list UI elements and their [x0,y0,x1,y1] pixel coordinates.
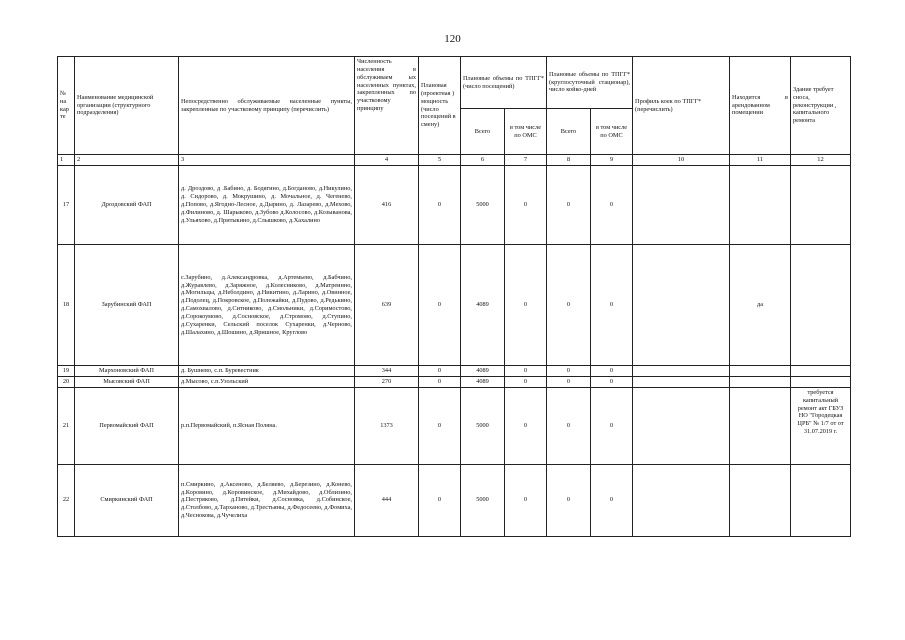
organization-name: Зарубинский ФАП [75,245,179,366]
population-value: 1373 [355,387,419,464]
building-status-value [791,245,851,366]
organization-name: Смиркинский ФАП [75,464,179,536]
header-days-oms: в том числе по ОМС [591,109,633,155]
organization-name: Мархоновский ФАП [75,366,179,377]
bed-days-oms-value: 0 [591,464,633,536]
capacity-value: 0 [419,376,461,387]
row-number: 22 [58,464,75,536]
bed-days-oms-value: 0 [591,387,633,464]
col-number: 4 [355,155,419,166]
building-status-value: требуется капитальный ремонт акт ГБУЗ НО "Городецкая ЦРБ" № 1/7 от от 31.07.2019 г. [791,387,851,464]
capacity-value: 0 [419,387,461,464]
col-number: 10 [633,155,730,166]
bed-days-total-value: 0 [547,245,591,366]
capacity-value: 0 [419,464,461,536]
settlements-list: д. Бушнево, с.п. Буревестник [179,366,355,377]
population-value: 444 [355,464,419,536]
header-visits-total: Всего [461,109,505,155]
visits-total-value: 4089 [461,366,505,377]
visits-oms-value: 0 [505,245,547,366]
header-tpgg-visits: Плановые объемы по ТПГГ* (число посещений) [461,57,547,109]
bed-profile-value [633,166,730,245]
organization-name: Мысовский ФАП [75,376,179,387]
bed-days-oms-value: 0 [591,366,633,377]
column-number-row [58,155,851,166]
header-rented: Находится в арендованном помещении [730,57,791,155]
visits-total-value: 5000 [461,464,505,536]
header-building: Здание требует сноса, реконструкции , капитального ремонта [791,57,851,155]
building-status-value [791,366,851,377]
header-days-total: Всего [547,109,591,155]
settlements-list: п.Смиркино, д.Аксеново, д.Беляево, д.Березино, д.Конево, д.Коровино, д.Коровинское, д.Михайдово, д.Облизино, д.Пестряково, д.Пятейки, д.Сосновка, д.Собинское, д.Столбово, д.Тарханово, д.Трестьяны, д.Федосеево, д.Фомиха, д.Чеснокова, д.Чучелиха [179,464,355,536]
capacity-value: 0 [419,166,461,245]
population-value: 416 [355,166,419,245]
header-tpgg-days: Плановые объемы по ТПГГ* (круглосуточный стационар), число койко-дней [547,57,633,109]
visits-oms-value: 0 [505,376,547,387]
rented-value: да [730,245,791,366]
facilities-table [57,56,851,537]
bed-profile-value [633,387,730,464]
building-status-value [791,464,851,536]
visits-total-value: 5000 [461,166,505,245]
col-number: 5 [419,155,461,166]
table-row [58,464,851,536]
col-number: 9 [591,155,633,166]
bed-days-total-value: 0 [547,366,591,377]
visits-total-value: 4089 [461,376,505,387]
settlements-list: д. Дроздово, д .Бабино, д. Бодягино, д.Богданово, д.Никулино, д. Сидорово, д. Мокрушино, д. Мочальное, д. Чегенево, д.Попово, д.Ягодно-Лесное, д.Дырино, д. Лазарево, д.Мехово, д.Филиново, д. Шарыково, д.Зубово д.Колосово, д.Козыванова, д.Ульяхово, д.Притыкино, д.Слышково, д.Хахалино [179,166,355,245]
visits-oms-value: 0 [505,387,547,464]
visits-oms-value: 0 [505,464,547,536]
rented-value [730,166,791,245]
population-value: 344 [355,366,419,377]
bed-profile-value [633,366,730,377]
rented-value [730,366,791,377]
col-number: 7 [505,155,547,166]
header-num: № на кар те [58,57,75,155]
row-number: 17 [58,166,75,245]
bed-days-total-value: 0 [547,376,591,387]
col-number: 11 [730,155,791,166]
bed-profile-value [633,245,730,366]
col-number: 8 [547,155,591,166]
col-number: 6 [461,155,505,166]
bed-profile-value [633,464,730,536]
visits-oms-value: 0 [505,366,547,377]
row-number: 18 [58,245,75,366]
header-population: Численность населения в обслуживаем ых населенных пунктах, закрепленных по участковому принципу [355,57,419,155]
capacity-value: 0 [419,366,461,377]
settlements-list: р.п.Первомайский, п.Ясная Поляна. [179,387,355,464]
col-number: 1 [58,155,75,166]
page-number: 120 [444,33,461,45]
header-visits-oms: в том числе по ОМС [505,109,547,155]
rented-value [730,387,791,464]
capacity-value: 0 [419,245,461,366]
table-row [58,166,851,245]
bed-days-oms-value: 0 [591,166,633,245]
building-status-value [791,166,851,245]
header-capacity: Плановая (проектная ) мощность (число посещений в смену) [419,57,461,155]
header-org: Наименование медицинской организации (структурного подразделения) [75,57,179,155]
row-number: 19 [58,366,75,377]
row-number: 21 [58,387,75,464]
rented-value [730,464,791,536]
bed-profile-value [633,376,730,387]
col-number: 3 [179,155,355,166]
bed-days-total-value: 0 [547,166,591,245]
visits-total-value: 5000 [461,387,505,464]
bed-days-oms-value: 0 [591,376,633,387]
organization-name: Первомайский ФАП [75,387,179,464]
rented-value [730,376,791,387]
bed-days-total-value: 0 [547,387,591,464]
population-value: 270 [355,376,419,387]
table-row [58,387,851,464]
population-value: 639 [355,245,419,366]
table-row [58,245,851,366]
col-number: 2 [75,155,179,166]
visits-total-value: 4089 [461,245,505,366]
settlements-list: с.Зарубино, д.Александровка, д.Артемьево, д.Бабчино, д.Журавлево, д.Заряжное, д.Колесниково, д.Матреинно, д.Могильцы, д.Неболдино, д.Никитино, д.Ларино, д.Овинное, д.Подолец, д.Покровское, д.Полежайки, д.Пудово, д.Редькино, д.Самохвалово, д.Ситниково, д.Смольники, д.Соримостово, д.Сорокоумово, д.Сосновское, д.Стромово, д.Ступино, д.Сухаренки, Сельский поселок Сухаренки, д.Черново, д.Шалахино, д.Шошино, д.Яришное, Круглово [179,245,355,366]
header-points: Непосредственно обслуживаемые населенные пункты, закрепленные по участковому принципу (перечислить) [179,57,355,155]
organization-name: Дроздовский ФАП [75,166,179,245]
settlements-list: д.Мысово, с.п.Узольский [179,376,355,387]
bed-days-total-value: 0 [547,464,591,536]
bed-days-oms-value: 0 [591,245,633,366]
table-row [58,376,851,387]
building-status-value [791,376,851,387]
table-row [58,366,851,377]
col-number: 12 [791,155,851,166]
header-profile: Профиль коек по ТПГГ* (перечислить) [633,57,730,155]
visits-oms-value: 0 [505,166,547,245]
row-number: 20 [58,376,75,387]
